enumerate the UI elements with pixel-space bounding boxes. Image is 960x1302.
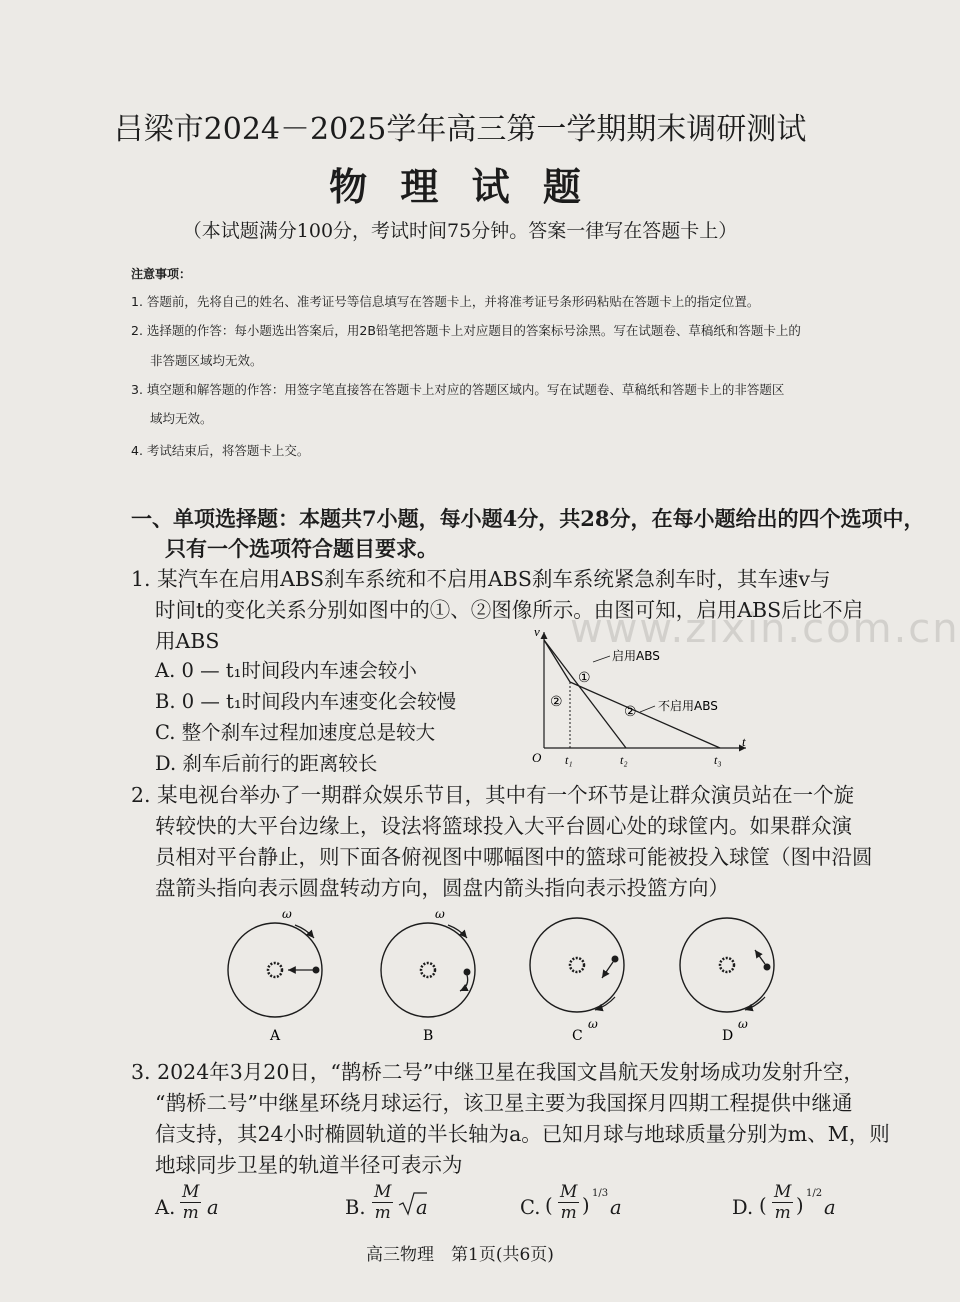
disk-label-b: B bbox=[423, 1028, 434, 1044]
throw-arrow bbox=[755, 950, 765, 964]
fraction: $\frac{M}{m}$ bbox=[374, 1182, 392, 1223]
basket-icon bbox=[268, 963, 282, 977]
omega-label: ω bbox=[282, 907, 292, 921]
subject-title: 物 理 试 题 bbox=[329, 164, 591, 209]
note-line: 域均无效。 bbox=[150, 411, 213, 426]
disk-label-c: C bbox=[572, 1028, 583, 1044]
throw-arrow bbox=[602, 962, 613, 978]
basket-icon bbox=[720, 958, 734, 972]
t2-label: t₂ bbox=[620, 753, 628, 767]
section-heading: 一、单项选择题：本题共7小题，每小题4分，共28分，在每小题给出的四个选项中， bbox=[131, 506, 925, 531]
t1-label: t₁ bbox=[565, 753, 573, 767]
abs-label: 启用ABS bbox=[612, 649, 660, 663]
note-line: 4. 考试结束后，将答题卡上交。 bbox=[131, 443, 310, 458]
omega-label: ω bbox=[588, 1017, 598, 1031]
note-line: 非答题区域均无效。 bbox=[150, 353, 263, 368]
rotation-arrow bbox=[295, 925, 314, 938]
exponent: 1/2 bbox=[806, 1188, 823, 1199]
q3-stem-line: 3. 2024年3月20日，“鹊桥二号”中继卫星在我国文昌航天发射场成功发射升空， bbox=[131, 1060, 864, 1084]
axis-v-label: v bbox=[534, 624, 540, 639]
notes-heading: 注意事项： bbox=[131, 267, 192, 281]
q1-stem-line: 用ABS bbox=[155, 629, 220, 653]
no-abs-pointer bbox=[640, 706, 655, 712]
abs-pointer bbox=[593, 656, 610, 662]
curve-2-mark: ② bbox=[550, 694, 563, 710]
curve-1-mark: ① bbox=[578, 670, 591, 686]
ball-icon bbox=[612, 956, 619, 963]
q3-stem-line: “鹊桥二号”中继星环绕月球运行，该卫星主要为我国探月四期工程提供中继通 bbox=[155, 1091, 853, 1115]
q2-stem-line: 员相对平台静止，则下面各俯视图中哪幅图中的篮球可能被投入球筐（图中沿圆 bbox=[155, 845, 873, 869]
q2-stem-line: 转较快的大平台边缘上，设法将篮球投入大平台圆心处的球筐内。如果群众演 bbox=[155, 814, 852, 838]
q1-vt-graph bbox=[520, 620, 760, 770]
disk-label-d: D bbox=[722, 1028, 734, 1044]
page-footer: 高三物理 第1页(共6页) bbox=[366, 1245, 554, 1265]
disk-b bbox=[381, 907, 475, 1044]
q2-stem-line: 盘箭头指向表示圆盘转动方向，圆盘内箭头指向表示投篮方向） bbox=[155, 876, 729, 900]
fraction: $\frac{M}{m}$ bbox=[774, 1182, 792, 1223]
q1-stem-line: 时间t的变化关系分别如图中的①、②图像所示。由图可知，启用ABS后比不启 bbox=[155, 598, 864, 622]
q3-stem-line: 信支持，其24小时椭圆轨道的半长轴为a。已知月球与地球质量分别为m、M，则 bbox=[155, 1122, 890, 1146]
ball-icon bbox=[764, 964, 771, 971]
axis-t-label: t bbox=[742, 734, 746, 749]
q1-stem-line: 1. 某汽车在启用ABS刹车系统和不启用ABS刹车系统紧急刹车时，其车速v与 bbox=[131, 567, 831, 591]
t3-label: t₃ bbox=[714, 753, 722, 767]
omega-label: ω bbox=[435, 907, 445, 921]
no-abs-label: 不启用ABS bbox=[658, 699, 718, 713]
origin-label: O bbox=[532, 750, 542, 765]
no-abs-line-shallow bbox=[570, 682, 720, 748]
exam-subtitle: （本试题满分100分，考试时间75分钟。答案一律写在答题卡上） bbox=[182, 220, 738, 242]
q2-disk-figures bbox=[210, 900, 810, 1050]
no-abs-line-steep bbox=[544, 640, 570, 682]
disk-d bbox=[680, 918, 774, 1044]
section-heading-2: 只有一个选项符合题目要求。 bbox=[165, 536, 438, 561]
rotation-arrow bbox=[448, 925, 467, 938]
basket-icon bbox=[421, 963, 435, 977]
watermark: www.zixin.com.cn bbox=[570, 606, 960, 652]
disk-a bbox=[228, 907, 322, 1044]
omega-label: ω bbox=[738, 1017, 748, 1031]
throw-arrow bbox=[460, 975, 468, 991]
basket-icon bbox=[570, 958, 584, 972]
fraction: $\frac{M}{m}$ bbox=[560, 1182, 578, 1223]
exponent: 1/3 bbox=[592, 1188, 609, 1199]
curve-2-mark: ② bbox=[624, 704, 637, 720]
note-line: 3. 填空题和解答题的作答：用签字笔直接答在答题卡上对应的答题区域内。写在试题卷、草稿纸和答题卡上的非答题区 bbox=[131, 382, 785, 397]
note-line: 2. 选择题的作答：每小题选出答案后，用2B铅笔把答题卡上对应题目的答案标号涂黑。写在试题卷、草稿纸和答题卡上的 bbox=[131, 323, 801, 338]
q2-stem-line: 2. 某电视台举办了一期群众娱乐节目，其中有一个环节是让群众演员站在一个旋 bbox=[131, 783, 855, 807]
exam-title: 吕梁市2024－2025学年高三第一学期期末调研测试 bbox=[113, 112, 807, 147]
q1-option-a: A. 0 — t₁时间段内车速会较小 bbox=[155, 659, 417, 682]
note-line: 1. 答题前，先将自己的姓名、准考证号等信息填写在答题卡上，并将准考证号条形码粘贴在答题卡上的指定位置。 bbox=[131, 294, 760, 309]
ball-icon bbox=[313, 967, 320, 974]
disk-c bbox=[530, 918, 624, 1044]
q1-option-c: C. 整个刹车过程加速度总是较大 bbox=[155, 721, 436, 744]
fraction: $\frac{M}{m}$ bbox=[182, 1182, 200, 1223]
q1-option-b: B. 0 — t₁时间段内车速变化会较慢 bbox=[155, 690, 457, 713]
q1-option-d: D. 刹车后前行的距离较长 bbox=[155, 752, 378, 775]
q3-stem-line: 地球同步卫星的轨道半径可表示为 bbox=[155, 1153, 463, 1177]
ball-icon bbox=[464, 969, 471, 976]
disk-label-a: A bbox=[270, 1028, 281, 1044]
